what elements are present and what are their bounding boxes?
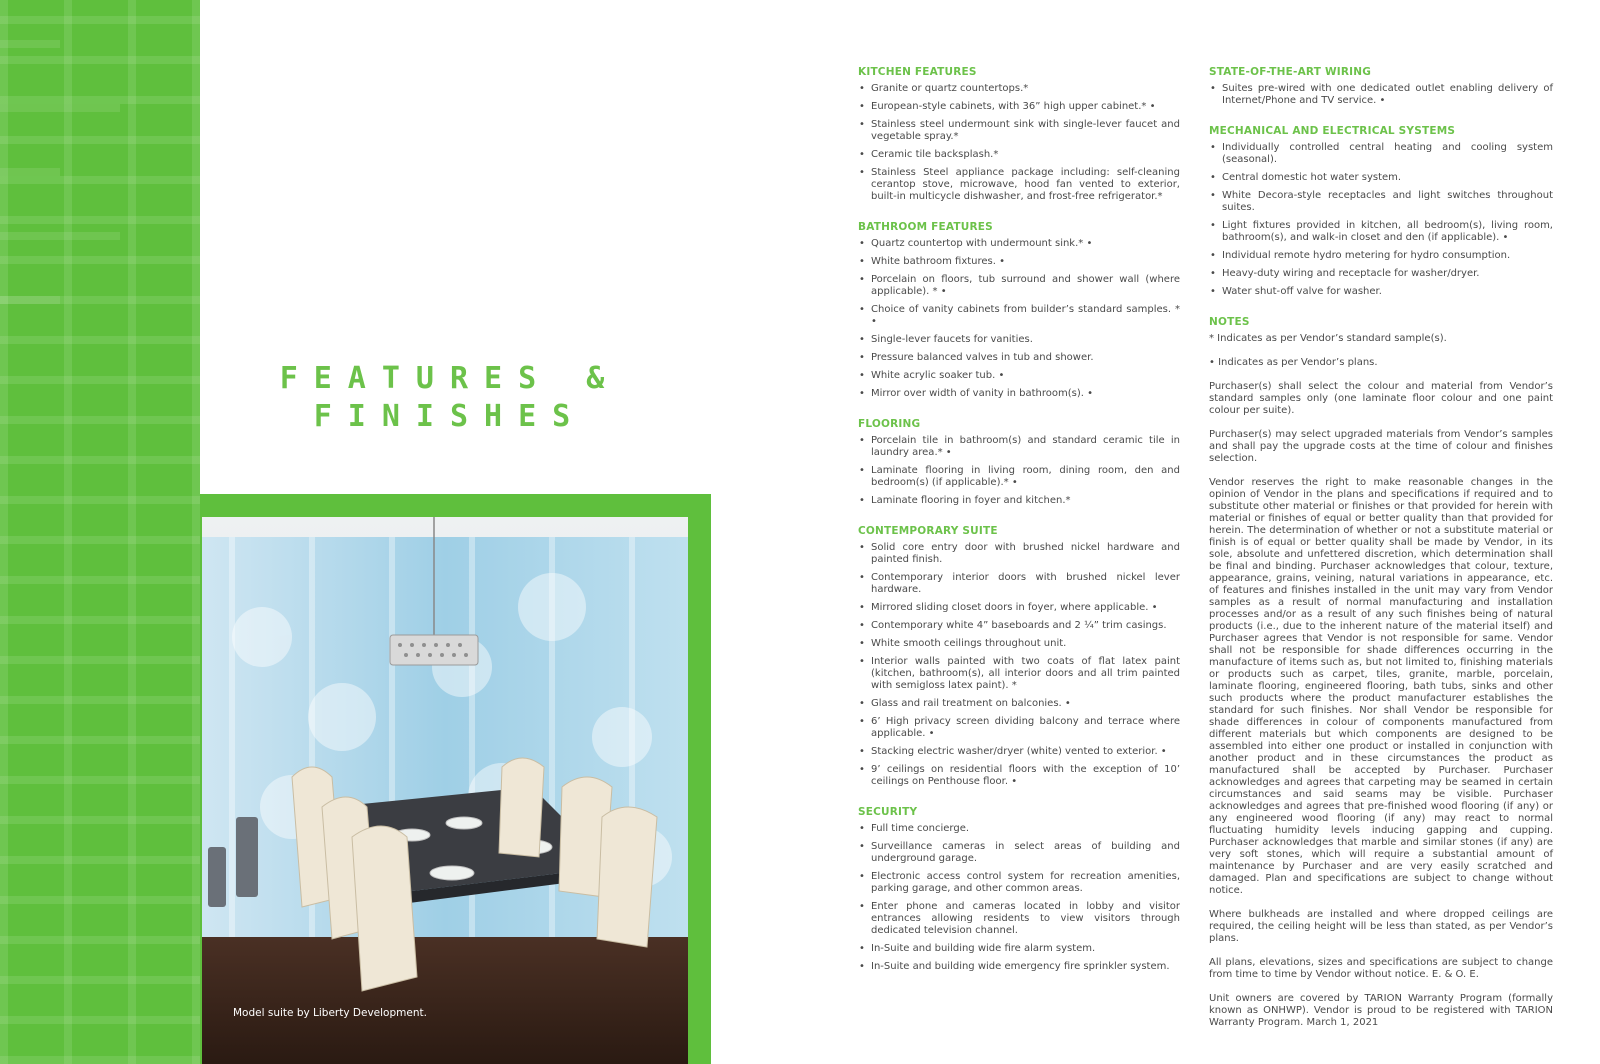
note-paragraph: All plans, elevations, sizes and specifications are subject to change from time to time by Vendor without notice. E. & O. E. — [1209, 957, 1553, 980]
section-heading: FLOORING — [858, 418, 921, 430]
note-paragraph: Purchaser(s) may select upgraded materials from Vendor’s samples and shall pay the upgrade costs at the time of colour and finishes selection. — [1209, 429, 1553, 464]
list-item: • Surveillance cameras in select areas of building and underground garage. — [858, 841, 1180, 865]
section-notes — [1209, 316, 1553, 1029]
list-item: • Granite or quartz countertops.* — [858, 83, 1180, 95]
section-heading: MECHANICAL AND ELECTRICAL SYSTEMS — [1209, 125, 1456, 137]
section-contemporary-suite — [858, 525, 1180, 788]
note-paragraph: * Indicates as per Vendor’s standard sample(s). — [1209, 333, 1447, 344]
list-item: • Stacking electric washer/dryer (white) vented to exterior. • — [858, 746, 1180, 758]
section-heading: NOTES — [1209, 316, 1250, 328]
list-item: • Contemporary white 4” baseboards and 2 ¼” trim casings. — [858, 620, 1180, 632]
list-item: • Mirror over width of vanity in bathroom(s). • — [858, 388, 1180, 400]
list-item: • European-style cabinets, with 36” high upper cabinet.* • — [858, 101, 1180, 113]
note-paragraph: Purchaser(s) shall select the colour and material from Vendor’s standard samples only (one laminate floor colour and one paint colour per suite). — [1209, 381, 1553, 416]
list-item: • Porcelain on floors, tub surround and shower wall (where applicable). * • — [858, 274, 1180, 298]
list-item: • White bathroom fixtures. • — [858, 256, 1180, 268]
section-bathroom-features — [858, 221, 1180, 400]
note-paragraph: Where bulkheads are installed and where dropped ceilings are required, the ceiling height will be less than stated, as per Vendor’s plans. — [1209, 909, 1553, 944]
title-line-1: FEATURES & — [279, 361, 621, 396]
pattern-stripe — [0, 104, 120, 112]
section-heading: CONTEMPORARY SUITE — [858, 525, 998, 537]
list-item: • Porcelain tile in bathroom(s) and standard ceramic tile in laundry area.* • — [858, 435, 1180, 459]
list-item: • Laminate flooring in living room, dining room, den and bedroom(s) (if applicable).* • — [858, 465, 1180, 489]
list-item: • 9’ ceilings on residential floors with the exception of 10’ ceilings on Penthouse floor. • — [858, 764, 1180, 788]
pattern-stripe — [0, 40, 60, 48]
list-item: • Heavy-duty wiring and receptacle for washer/dryer. — [1209, 268, 1553, 280]
green-pattern-band — [0, 0, 200, 1064]
list-item: • Interior walls painted with two coats of flat latex paint (kitchen, bathroom(s), all interior doors and all trim painted with semigloss latex paint). * — [858, 656, 1180, 692]
note-paragraph: • Indicates as per Vendor’s plans. — [1209, 357, 1378, 368]
list-item: • Mirrored sliding closet doors in foyer, where applicable. • — [858, 602, 1180, 614]
list-item: • Quartz countertop with undermount sink.* • — [858, 238, 1180, 250]
pattern-stripe — [0, 232, 120, 240]
pattern-stripe — [0, 296, 60, 304]
section-kitchen-features — [858, 66, 1180, 203]
section-security — [858, 806, 1180, 973]
list-item: • Water shut-off valve for washer. — [1209, 286, 1553, 298]
list-item: • Glass and rail treatment on balconies. • — [858, 698, 1180, 710]
list-item: • White acrylic soaker tub. • — [858, 370, 1180, 382]
section-heading: STATE-OF-THE-ART WIRING — [1209, 66, 1372, 78]
section-heading: SECURITY — [858, 806, 918, 818]
list-item: • Suites pre-wired with one dedicated outlet enabling delivery of Internet/Phone and TV service. • — [1209, 83, 1553, 107]
model-suite-photo — [202, 517, 688, 1064]
list-item: • In-Suite and building wide fire alarm system. — [858, 943, 1180, 955]
note-paragraph: Unit owners are covered by TARION Warranty Program (formally known as ONHWP). Vendor is proud to be registered with TARION Warranty Program. March 1, 2021 — [1209, 993, 1553, 1028]
section-mechanical-electrical — [1209, 125, 1553, 298]
list-item: • Choice of vanity cabinets from builder’s standard samples. * • — [858, 304, 1180, 328]
section-wiring — [1209, 66, 1553, 107]
list-item: • Single-lever faucets for vanities. — [858, 334, 1180, 346]
list-item: • Laminate flooring in foyer and kitchen.* — [858, 495, 1180, 507]
section-heading: BATHROOM FEATURES — [858, 221, 993, 233]
list-item: • Stainless steel undermount sink with single-lever faucet and vegetable spray.* — [858, 119, 1180, 143]
section-flooring — [858, 418, 1180, 507]
list-item: • Solid core entry door with brushed nickel hardware and painted finish. — [858, 542, 1180, 566]
list-item: • Pressure balanced valves in tub and shower. — [858, 352, 1180, 364]
page-title — [250, 360, 650, 436]
list-item: • Full time concierge. — [858, 823, 1180, 835]
note-paragraph: Vendor reserves the right to make reasonable changes in the opinion of Vendor in the plans and specifications if required and to substitute other material or finishes or that provided for herein with material or finishes of equal or better quality than that provided for herein. The determination of whether or not a substitute material or finish is of equal or better quality shall be made by Vendor, in its sole, absolute and unfettered discretion, which determination shall be final and binding. Purchaser acknowledges that colour, texture, appearance, grains, veining, natural variations in appearance, etc. of features and finishes installed in the unit may vary from Vendor samples as a result of normal manufacturing and installation processes and/or as a result of any such finishes being of natural products (i.e., due to the inherent nature of the material itself) and Purchaser agrees that Vendor is not responsible for same. Vendor shall not be responsible for shade differences occurring in the manufacture of items such as, but not limited to, finishing materials or products such as carpet, tiles, granite, marble, porcelain, laminate flooring, engineered flooring, bath tubs, sinks and other such products where the product manufacturer establishes the standard for such finishes. Nor shall Vendor be responsible for shade differences in colour of components manufactured from different materials but which components are designed to be assembled into either one product or installed in conjunction with another product and in these circumstances the product as manufactured shall be accepted by Purchaser. Purchaser acknowledges and agrees that carpeting may be seamed in certain circumstances and said seams may be visible. Purchaser acknowledges and agrees that pre-finished wood flooring (if any) or any engineered wood flooring (if any) may react to normal fluctuating humidity levels inducing gapping and cupping. Purchaser acknowledges that marble and similar stones (if any) are very soft stones, which will require a substantial amount of maintenance by Purchaser and are very easily scratched and damaged. Plan and specifications are subject to change without notice. — [1209, 477, 1553, 896]
pattern-stripe — [0, 168, 60, 176]
list-item: • 6’ High privacy screen dividing balcony and terrace where applicable. • — [858, 716, 1180, 740]
list-item: • White smooth ceilings throughout unit. — [858, 638, 1180, 650]
features-column-right — [1209, 66, 1553, 1047]
title-line-2: FINISHES — [313, 399, 587, 434]
photo-caption: Model suite by Liberty Development. — [233, 1007, 427, 1019]
section-heading: KITCHEN FEATURES — [858, 66, 977, 78]
list-item: • Electronic access control system for recreation amenities, parking garage, and other common areas. — [858, 871, 1180, 895]
list-item: • In-Suite and building wide emergency fire sprinkler system. — [858, 961, 1180, 973]
list-item: • Individually controlled central heating and cooling system (seasonal). — [1209, 142, 1553, 166]
list-item: • Individual remote hydro metering for hydro consumption. — [1209, 250, 1553, 262]
list-item: • Enter phone and cameras located in lobby and visitor entrances allowing residents to view visitors through dedicated television channel. — [858, 901, 1180, 937]
list-item: • Stainless Steel appliance package including: self-cleaning cerantop stove, microwave, hood fan vented to exterior, built-in multicycle dishwasher, and frost-free refrigerator.* — [858, 167, 1180, 203]
list-item: • Contemporary interior doors with brushed nickel lever hardware. — [858, 572, 1180, 596]
list-item: • Central domestic hot water system. — [1209, 172, 1553, 184]
list-item: • Light fixtures provided in kitchen, all bedroom(s), living room, bathroom(s), and walk-in closet and den (if applicable). • — [1209, 220, 1553, 244]
features-column-left — [858, 66, 1180, 991]
list-item: • Ceramic tile backsplash.* — [858, 149, 1180, 161]
list-item: • White Decora-style receptacles and light switches throughout suites. — [1209, 190, 1553, 214]
